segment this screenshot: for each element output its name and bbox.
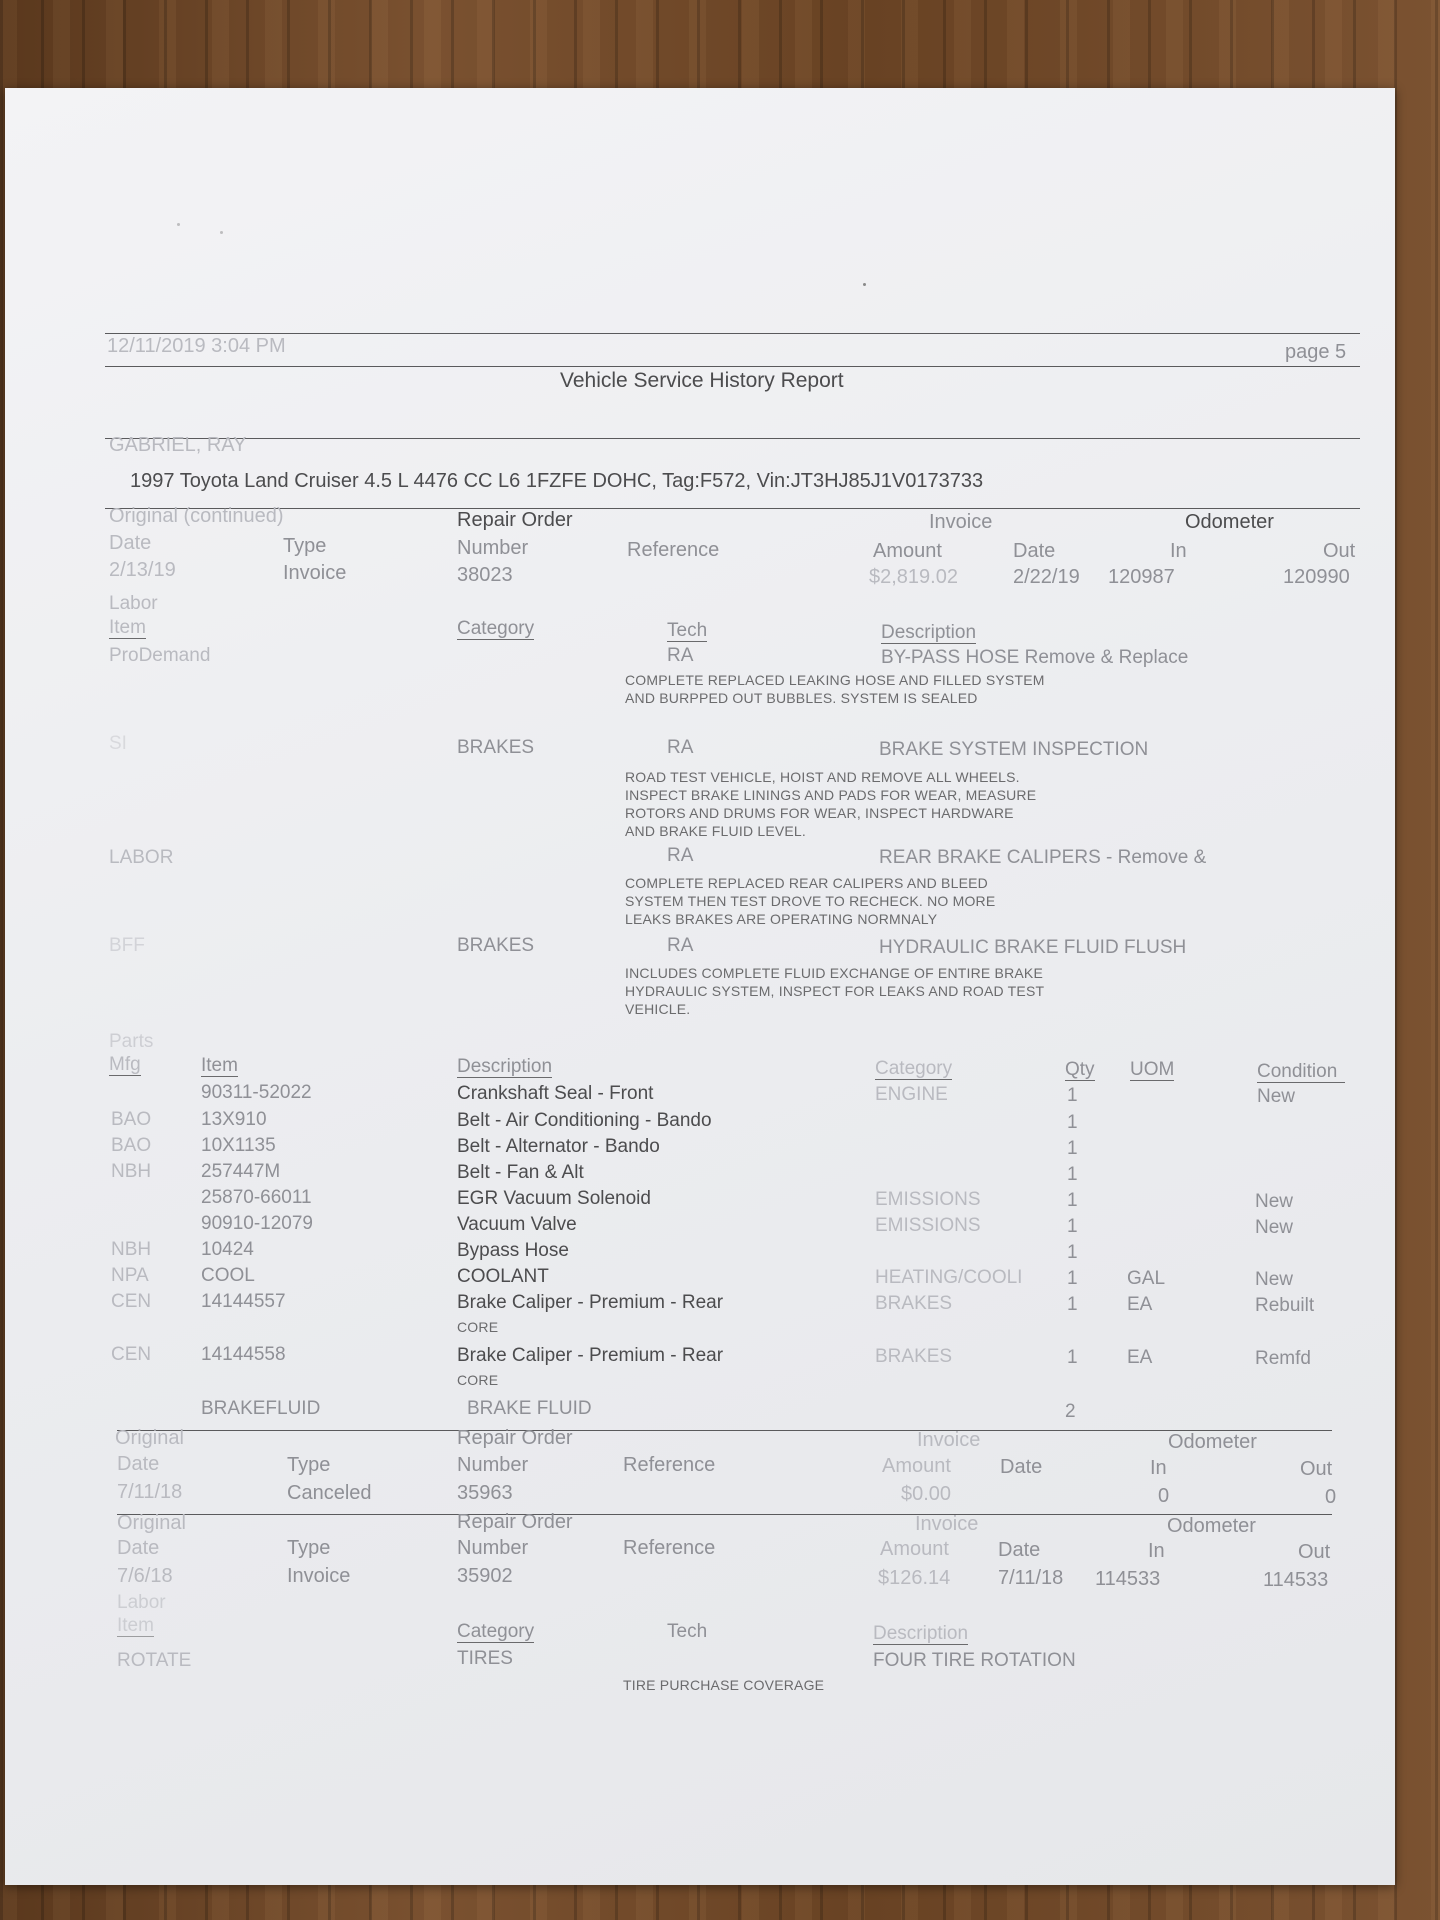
part-condition: New <box>1257 1086 1296 1107</box>
part-item: 10X1135 <box>201 1135 276 1156</box>
order2-date-col-label: Date <box>117 1453 160 1475</box>
part-condition: New <box>1255 1217 1294 1238</box>
labor-note: ROAD TEST VEHICLE, HOIST AND REMOVE ALL WHEELS. INSPECT BRAKE LININGS AND PADS FOR WEAR, MEASURE ROTORS AND DRUMS FOR WEAR, INSPECT HARDWARE AND BRAKE FLUID LEVEL. <box>625 769 1037 839</box>
part-category: BRAKES <box>875 1346 953 1367</box>
labor-category: BRAKES <box>457 737 535 758</box>
order1-type: Invoice <box>283 562 347 584</box>
order3-odo-out-col-label: Out <box>1298 1541 1331 1563</box>
part-item: 14144558 <box>201 1344 286 1365</box>
labor-category-col-label: Category <box>457 618 535 639</box>
vehicle-description: 1997 Toyota Land Cruiser 4.5 L 4476 CC L6 1FZFE DOHC, Tag:F572, Vin:JT3HJ85J1V0173733 <box>130 470 984 492</box>
part-mfg: NPA <box>111 1265 149 1286</box>
paper-speck <box>177 223 180 226</box>
page-number: page 5 <box>1285 341 1347 363</box>
part-uom: GAL <box>1127 1268 1166 1289</box>
labor-note: INCLUDES COMPLETE FLUID EXCHANGE OF ENTIRE BRAKE HYDRAULIC SYSTEM, INSPECT FOR LEAKS AND ROAD TEST VEHICLE. <box>625 965 1045 1017</box>
labor-item: LABOR <box>109 847 174 868</box>
type-col-label: Type <box>283 535 327 557</box>
parts-category-col-label: Category <box>875 1058 953 1079</box>
order2-odo-out-col-label: Out <box>1300 1458 1333 1480</box>
order3-invoice-date: 7/11/18 <box>998 1567 1064 1589</box>
reference-col-label: Reference <box>627 539 720 561</box>
part-mfg: BAO <box>111 1135 152 1156</box>
part-category: ENGINE <box>875 1084 948 1105</box>
paper-speck <box>863 283 866 286</box>
order3-type: Invoice <box>287 1565 351 1587</box>
order3-odometer-out: 114533 <box>1263 1569 1329 1591</box>
labor-tech: RA <box>667 845 694 866</box>
order2-top-rule <box>117 1430 1332 1431</box>
part-description: Belt - Alternator - Bando <box>457 1136 660 1157</box>
header-bottom-rule <box>105 366 1360 367</box>
part-description: COOLANT <box>457 1266 549 1287</box>
part-qty: 1 <box>1067 1190 1078 1211</box>
part-category: EMISSIONS <box>875 1189 981 1210</box>
part-description: Brake Caliper - Premium - Rear <box>457 1345 724 1366</box>
labor-description: BRAKE SYSTEM INSPECTION <box>879 739 1149 760</box>
order1-number: 38023 <box>457 564 513 586</box>
labor-category: TIRES <box>457 1648 513 1669</box>
odo-in-col-label: In <box>1170 540 1187 562</box>
order1-odometer-out: 120990 <box>1283 566 1350 588</box>
labor-description: REAR BRAKE CALIPERS - Remove & <box>879 847 1207 868</box>
part-category: EMISSIONS <box>875 1215 981 1236</box>
labor-note: COMPLETE REPLACED LEAKING HOSE AND FILLED SYSTEM AND BURPPED OUT BUBBLES. SYSTEM IS SEALED <box>625 672 1045 706</box>
labor-item: SI <box>109 733 127 754</box>
labor-description: FOUR TIRE ROTATION <box>873 1650 1076 1671</box>
report-title: Vehicle Service History Report <box>560 369 844 392</box>
labor-tech: RA <box>667 935 694 956</box>
order2-type-col-label: Type <box>287 1454 331 1476</box>
order3-reference-col-label: Reference <box>623 1537 716 1559</box>
order2-repair-order-label: Repair Order <box>457 1427 573 1449</box>
part-item: COOL <box>201 1265 255 1286</box>
labor-item: BFF <box>109 935 145 956</box>
order1-top-rule <box>105 508 1360 509</box>
order2-number: 35963 <box>457 1482 513 1504</box>
order3-category-col-label: Category <box>457 1621 535 1642</box>
parts-qty-col-label: Qty <box>1065 1059 1095 1080</box>
part-qty: 1 <box>1067 1164 1078 1185</box>
paper-speck <box>220 231 223 234</box>
labor-label: Labor <box>109 593 158 614</box>
part-condition: New <box>1255 1191 1294 1212</box>
odo-out-col-label: Out <box>1323 540 1356 562</box>
order2-invoice-label: Invoice <box>917 1429 981 1451</box>
part-category: HEATING/COOLI <box>875 1267 1023 1288</box>
part-core-note: CORE <box>457 1372 499 1388</box>
part-description: BRAKE FLUID <box>467 1398 592 1419</box>
order3-date: 7/6/18 <box>117 1565 173 1587</box>
parts-mfg-col-label: Mfg <box>109 1054 141 1075</box>
number-col-label: Number <box>457 537 529 559</box>
part-uom: EA <box>1127 1294 1153 1315</box>
order3-amount-col-label: Amount <box>880 1538 949 1560</box>
part-qty: 1 <box>1067 1347 1078 1368</box>
order2-odo-in-col-label: In <box>1150 1457 1167 1479</box>
labor-note: COMPLETE REPLACED REAR CALIPERS AND BLEED SYSTEM THEN TEST DROVE TO RECHECK. NO MORE LEAKS BRAKES ARE OPERATING NORMNALY <box>625 875 996 927</box>
order3-odometer-label: Odometer <box>1167 1515 1256 1537</box>
order1-amount: $2,819.02 <box>869 566 958 588</box>
part-condition: Remfd <box>1255 1348 1311 1369</box>
parts-label: Parts <box>109 1031 154 1052</box>
part-category: BRAKES <box>875 1293 953 1314</box>
labor-description: HYDRAULIC BRAKE FLUID FLUSH <box>879 937 1187 958</box>
labor-description-col-label: Description <box>881 622 977 643</box>
order2-type: Canceled <box>287 1482 372 1504</box>
odometer-label: Odometer <box>1185 511 1274 533</box>
order3-odo-in-col-label: In <box>1148 1540 1165 1562</box>
labor-note: TIRE PURCHASE COVERAGE <box>623 1677 825 1693</box>
order3-number: 35902 <box>457 1565 513 1587</box>
part-qty: 1 <box>1067 1216 1078 1237</box>
order3-description-col-label: Description <box>873 1623 969 1644</box>
order3-labor-item-col-label: Item <box>117 1615 154 1636</box>
report-timestamp: 12/11/2019 3:04 PM <box>107 335 286 357</box>
order3-amount: $126.14 <box>878 1567 951 1589</box>
order3-odometer-in: 114533 <box>1095 1568 1161 1590</box>
part-description: Brake Caliper - Premium - Rear <box>457 1292 724 1313</box>
inv-date-col-label: Date <box>1013 540 1056 562</box>
order3-tech-col-label: Tech <box>667 1621 708 1642</box>
part-mfg: NBH <box>111 1239 152 1260</box>
order2-inv-date-col-label: Date <box>1000 1456 1043 1478</box>
labor-item: ROTATE <box>117 1650 192 1671</box>
parts-uom-col-label: UOM <box>1130 1059 1175 1080</box>
part-item: BRAKEFLUID <box>201 1398 321 1419</box>
customer-name: GABRIEL, RAY <box>109 434 247 456</box>
labor-tech-col-label: Tech <box>667 620 708 641</box>
labor-item: ProDemand <box>109 645 211 666</box>
order2-odometer-out: 0 <box>1325 1486 1337 1508</box>
report-page <box>5 88 1395 1885</box>
part-qty: 1 <box>1067 1242 1078 1263</box>
part-item: 14144557 <box>201 1291 286 1312</box>
order3-invoice-label: Invoice <box>915 1513 979 1535</box>
original-continued-label: Original (continued) <box>109 505 284 527</box>
order3-repair-order-label: Repair Order <box>457 1511 573 1533</box>
part-description: EGR Vacuum Solenoid <box>457 1188 651 1209</box>
part-qty: 1 <box>1067 1112 1078 1133</box>
order3-type-col-label: Type <box>287 1537 331 1559</box>
order2-original-label: Original <box>115 1427 184 1449</box>
part-mfg: CEN <box>111 1344 152 1365</box>
part-mfg: NBH <box>111 1161 152 1182</box>
date-col-label: Date <box>109 532 152 554</box>
parts-description-col-label: Description <box>457 1056 553 1077</box>
header-top-rule <box>105 333 1360 334</box>
order3-date-col-label: Date <box>117 1537 160 1559</box>
part-item: 13X910 <box>201 1109 267 1130</box>
order2-odometer-in: 0 <box>1158 1485 1170 1507</box>
order2-date: 7/11/18 <box>117 1481 183 1503</box>
part-uom: EA <box>1127 1347 1153 1368</box>
order3-inv-date-col-label: Date <box>998 1539 1041 1561</box>
part-qty: 1 <box>1067 1268 1078 1289</box>
labor-tech: RA <box>667 737 694 758</box>
order2-odometer-label: Odometer <box>1168 1431 1257 1453</box>
part-item: 257447M <box>201 1161 281 1182</box>
order3-number-col-label: Number <box>457 1537 529 1559</box>
part-item: 90311-52022 <box>201 1082 312 1103</box>
order2-reference-col-label: Reference <box>623 1454 716 1476</box>
part-core-note: CORE <box>457 1319 499 1335</box>
part-description: Belt - Fan & Alt <box>457 1162 584 1183</box>
part-condition: Rebuilt <box>1255 1295 1315 1316</box>
order2-amount-col-label: Amount <box>882 1455 951 1477</box>
labor-item-col-label: Item <box>109 617 146 638</box>
labor-category: BRAKES <box>457 935 535 956</box>
part-item: 90910-12079 <box>201 1213 313 1234</box>
part-qty: 1 <box>1067 1138 1078 1159</box>
order2-amount: $0.00 <box>901 1483 952 1505</box>
part-qty: 1 <box>1067 1294 1078 1315</box>
part-qty: 2 <box>1065 1401 1076 1422</box>
labor-tech: RA <box>667 645 694 666</box>
invoice-label: Invoice <box>929 511 993 533</box>
part-description: Bypass Hose <box>457 1240 569 1261</box>
order1-invoice-date: 2/22/19 <box>1013 566 1080 588</box>
order2-number-col-label: Number <box>457 1454 529 1476</box>
customer-rule <box>105 438 1360 439</box>
amount-col-label: Amount <box>873 540 942 562</box>
order3-original-label: Original <box>117 1512 186 1534</box>
part-description: Belt - Air Conditioning - Bando <box>457 1110 712 1131</box>
part-mfg: BAO <box>111 1109 152 1130</box>
order3-labor-label: Labor <box>117 1592 166 1613</box>
labor-description: BY-PASS HOSE Remove & Replace <box>881 647 1189 668</box>
part-condition: New <box>1255 1269 1294 1290</box>
part-item: 10424 <box>201 1239 254 1260</box>
part-description: Crankshaft Seal - Front <box>457 1083 654 1104</box>
part-qty: 1 <box>1067 1085 1078 1106</box>
order1-date: 2/13/19 <box>109 559 176 581</box>
part-mfg: CEN <box>111 1291 152 1312</box>
parts-item-col-label: Item <box>201 1055 238 1076</box>
repair-order-label: Repair Order <box>457 509 573 531</box>
parts-condition-col-label: Condition <box>1257 1062 1345 1083</box>
part-description: Vacuum Valve <box>457 1214 577 1235</box>
part-item: 25870-66011 <box>201 1187 312 1208</box>
order1-odometer-in: 120987 <box>1108 566 1175 588</box>
order3-top-rule <box>117 1514 1332 1515</box>
